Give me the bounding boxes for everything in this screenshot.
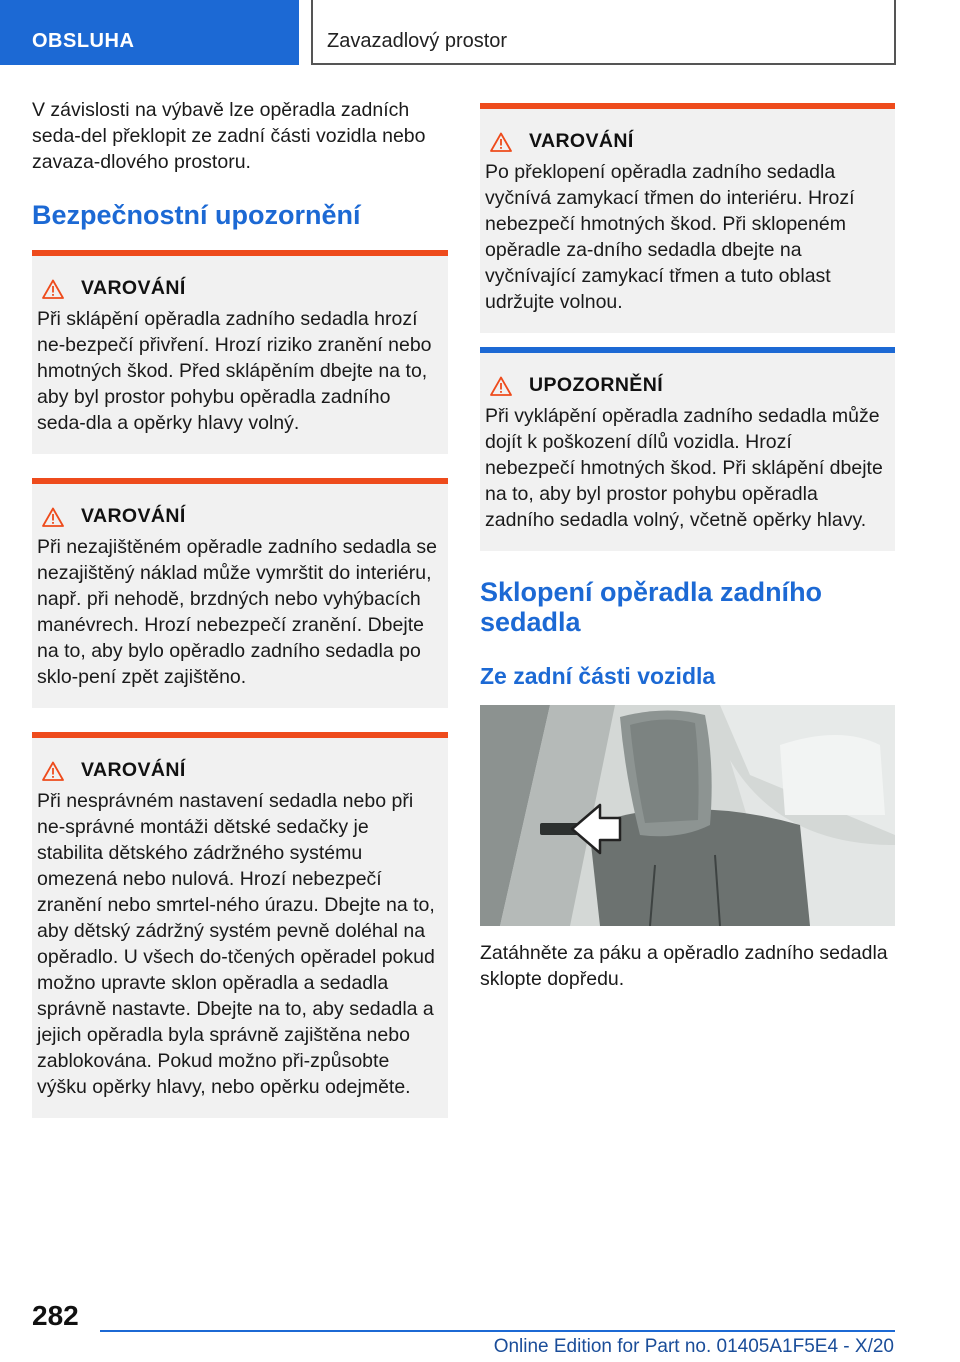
warning-text: Při sklápění opěradla zadního sedadla hrozí ne-bezpečí přivření. Hrozí riziko zranění nebo hmotných škod. Před sklápěním dbejte na to, aby byl prostor pohybu opěradla zadního seda-dla a opěrky hlavy volný. bbox=[37, 308, 432, 434]
warning-bar bbox=[32, 732, 448, 738]
warning-box bbox=[480, 103, 895, 333]
warning-triangle-icon bbox=[490, 132, 512, 152]
left-column bbox=[32, 97, 448, 1118]
warning-box bbox=[32, 250, 448, 454]
fold-heading: Sklopení opěradla zadního sedadla bbox=[480, 577, 823, 637]
warning-triangle-icon bbox=[42, 279, 64, 299]
rear-subheading: Ze zadní části vozidla bbox=[480, 663, 716, 689]
warning-bar bbox=[32, 250, 448, 256]
right-column bbox=[480, 103, 895, 992]
warning-box bbox=[32, 478, 448, 708]
warning-title: VAROVÁNÍ bbox=[81, 277, 186, 299]
page-number: 282 bbox=[32, 1300, 79, 1331]
topic-header: Zavazadlový prostor bbox=[311, 0, 896, 65]
seat-lever-illustration bbox=[480, 705, 895, 926]
notice-box bbox=[480, 347, 895, 551]
edition-footer: Online Edition for Part no. 01405A1F5E4 - X/20 bbox=[493, 1336, 894, 1357]
footer-divider bbox=[100, 1330, 895, 1332]
warning-title: VAROVÁNÍ bbox=[81, 505, 186, 527]
warning-bar bbox=[32, 478, 448, 484]
section-tab: OBSLUHA bbox=[0, 0, 299, 65]
warning-title-row bbox=[42, 277, 440, 300]
notice-bar bbox=[480, 347, 895, 353]
intro-paragraph: V závislosti na výbavě lze opěradla zadních seda-del překlopit ze zadní části vozidla nebo zavaza-dlového prostoru. bbox=[32, 99, 426, 173]
warning-triangle-icon bbox=[42, 761, 64, 781]
warning-title-row bbox=[42, 505, 440, 528]
notice-title: UPOZORNĚNÍ bbox=[529, 374, 664, 396]
warning-box bbox=[32, 732, 448, 1118]
safety-heading: Bezpečnostní upozornění bbox=[32, 200, 361, 230]
warning-title-row bbox=[490, 130, 887, 153]
warning-bar bbox=[480, 103, 895, 109]
warning-title: VAROVÁNÍ bbox=[529, 130, 634, 152]
warning-text: Při nezajištěném opěradle zadního sedadla se nezajištěný náklad může vymrštit do interiéru, např. při nehodě, brzdných nebo vyhýbacích manévrech. Hrozí nebezpečí zranění. Dbejte na to, aby bylo opěradlo zadního sedadla po sklo-pení zpět zajištěno. bbox=[37, 536, 438, 688]
instruction-caption: Zatáhněte za páku a opěradlo zadního sedadla sklopte dopředu. bbox=[480, 942, 888, 990]
notice-text: Při vyklápění opěradla zadního sedadla může dojít k poškození dílů vozidla. Hrozí nebezpečí hmotných škod. Při sklápění dbejte na to, aby byl prostor pohybu opěradla zadního sedadla volný, včetně opěrky hlavy. bbox=[485, 405, 883, 531]
warning-title: VAROVÁNÍ bbox=[81, 759, 186, 781]
notice-triangle-icon bbox=[490, 376, 512, 396]
warning-text: Po překlopení opěradla zadního sedadla vyčnívá zamykací třmen do interiéru. Hrozí nebezpečí hmotných škod. Při sklopeném opěradle za-dního sedadla dbejte na vyčnívající zamykací třmen a tuto oblast udržujte volnou. bbox=[485, 161, 855, 313]
warning-triangle-icon bbox=[42, 507, 64, 527]
warning-title-row bbox=[42, 759, 440, 782]
notice-title-row bbox=[490, 374, 887, 397]
warning-text: Při nesprávném nastavení sedadla nebo při ne-správné montáži dětské sedačky je stabilita dětského zádržného systému omezená nebo nulová. Hrozí nebezpečí zranění nebo smrtel-ného úrazu. Dbejte na to, aby dětský zádržný systém pevně doléhal na opěradlo. U všech do-tčených opěradel pokud možno upravte sklon opěradla a sedadla správně nastavte. Dbejte na to, aby sedadla a jejich opěradla byla správně zajištěna nebo zablokována. Pokud možno při-způsobte výšku opěrky hlavy, nebo opěrku odejměte. bbox=[37, 790, 435, 1098]
